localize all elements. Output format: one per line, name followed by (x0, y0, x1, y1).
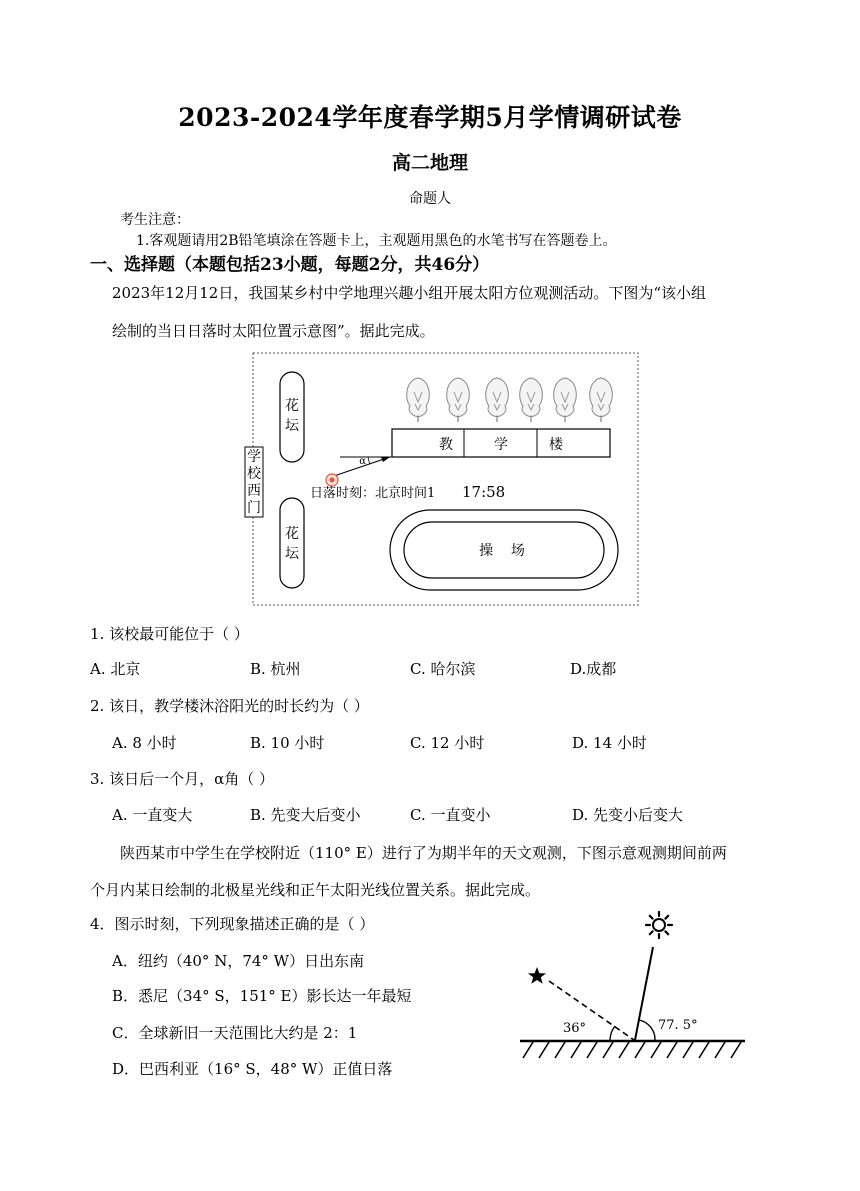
tree-icon (486, 378, 509, 422)
hatch-mark (539, 1042, 549, 1058)
tree-icon (407, 378, 430, 422)
question-1-option-d: D.成都 (570, 660, 617, 678)
sun-angle-arc (639, 1020, 655, 1040)
question-4-option-b: B．悉尼（34° S，151° E）影长达一年最短 (112, 987, 412, 1005)
tree-icons (407, 378, 613, 422)
author-label: 命题人 (409, 191, 451, 207)
polaris-angle-label: 36° (563, 1021, 587, 1036)
flowerbed-top (280, 372, 304, 462)
flowerbed-bottom-char-1: 花 (285, 526, 299, 542)
hatch-mark (587, 1042, 597, 1058)
subject-title: 高二地理 (391, 152, 468, 174)
question-2-option-c: C. 12 小时 (410, 734, 485, 752)
hatch-mark (683, 1042, 693, 1058)
hatch-mark (571, 1042, 581, 1058)
building-char-1: 教 (439, 437, 453, 453)
question-4-stem: 4．图示时刻，下列现象描述正确的是（ ） (90, 915, 375, 933)
hatch-mark (651, 1042, 661, 1058)
question-1-stem: 1. 该校最可能位于（ ） (90, 625, 249, 643)
flowerbed-bottom-char-2: 坛 (285, 546, 299, 562)
polaris-angle-arc (610, 1026, 615, 1040)
flowerbed-bottom (280, 498, 304, 588)
question-3-option-c: C. 一直变小 (410, 806, 491, 824)
hatch-mark (667, 1042, 677, 1058)
hatch-mark (603, 1042, 613, 1058)
angle-arc (368, 457, 370, 464)
hatch-mark (619, 1042, 629, 1058)
hatch-mark (715, 1042, 725, 1058)
hatch-mark (555, 1042, 565, 1058)
question-3-option-a: A. 一直变大 (112, 806, 193, 824)
question-2-option-a: A. 8 小时 (112, 734, 177, 752)
passage2-line2: 个月内某日绘制的北极星光线和正午太阳光线位置关系。据此完成。 (90, 881, 541, 899)
question-1-option-a: A. 北京 (90, 660, 141, 678)
west-gate-char-2: 校 (247, 466, 261, 482)
page-title: 2023-2024学年度春学期5月学情调研试卷 (178, 103, 682, 132)
building-char-3: 楼 (549, 437, 563, 453)
question-4-option-a: A．纽约（40° N，74° W）日出东南 (112, 952, 365, 970)
sunset-label: 日落时刻：北京时间1 (310, 486, 436, 501)
playground-label: 操 场 (479, 543, 525, 559)
question-4-option-c: C．全球新旧一天范围比大约是 2：1 (112, 1024, 358, 1042)
question-2-option-b: B. 10 小时 (250, 734, 325, 752)
sun-icon (646, 912, 672, 938)
tree-icon (554, 378, 577, 422)
ground-hatching (523, 1042, 741, 1058)
west-gate-char-4: 门 (247, 500, 261, 516)
school-map-figure (240, 350, 642, 608)
west-gate-char-1: 学 (247, 449, 261, 465)
sunset-time: 17:58 (462, 483, 506, 501)
polaris-ray (549, 981, 634, 1040)
notice-item: 1.客观题请用2B铅笔填涂在答题卡上，主观题用黑色的水笔书写在答题卷上。 (136, 233, 617, 249)
hatch-mark (699, 1042, 709, 1058)
question-1-option-b: B. 杭州 (250, 660, 301, 678)
notice-heading: 考生注意： (120, 212, 190, 228)
question-4-option-d: D．巴西利亚（16° S，48° W）正值日落 (112, 1060, 393, 1078)
sun-angle-label: 77. 5° (658, 1018, 698, 1033)
passage1-line1: 2023年12月12日，我国某乡村中学地理兴趣小组开展太阳方位观测活动。下图为“该小组 (112, 284, 707, 302)
tree-icon (447, 378, 470, 422)
tree-icon (590, 378, 613, 422)
polaris-star-icon (528, 967, 546, 984)
question-1-option-c: C. 哈尔滨 (410, 660, 476, 678)
building-char-2: 学 (494, 437, 508, 453)
flowerbed-top-char-2: 坛 (285, 418, 299, 434)
west-gate-char-3: 西 (247, 483, 261, 499)
question-3-option-d: D. 先变小后变大 (572, 806, 684, 824)
hatch-mark (635, 1042, 645, 1058)
flowerbed-top-char-1: 花 (285, 398, 299, 414)
passage2-line1: 陕西某市中学生在学校附近（110° E）进行了为期半年的天文观测，下图示意观测期间前两 (120, 844, 727, 862)
section-heading: 一、选择题（本题包括23小题，每题2分，共46分） (90, 255, 490, 275)
hatch-mark (523, 1042, 533, 1058)
tree-icon (520, 378, 543, 422)
question-3-stem: 3. 该日后一个月，α角（ ） (90, 770, 274, 788)
question-3-option-b: B. 先变大后变小 (250, 806, 361, 824)
hatch-mark (731, 1042, 741, 1058)
question-2-option-d: D. 14 小时 (572, 734, 647, 752)
passage1-line2: 绘制的当日日落时太阳位置示意图”。据此完成。 (112, 322, 435, 340)
sun-polaris-figure (515, 905, 750, 1065)
question-2-stem: 2. 该日，教学楼沐浴阳光的时长约为（ ） (90, 697, 369, 715)
angle-alpha-label: α (359, 456, 366, 467)
